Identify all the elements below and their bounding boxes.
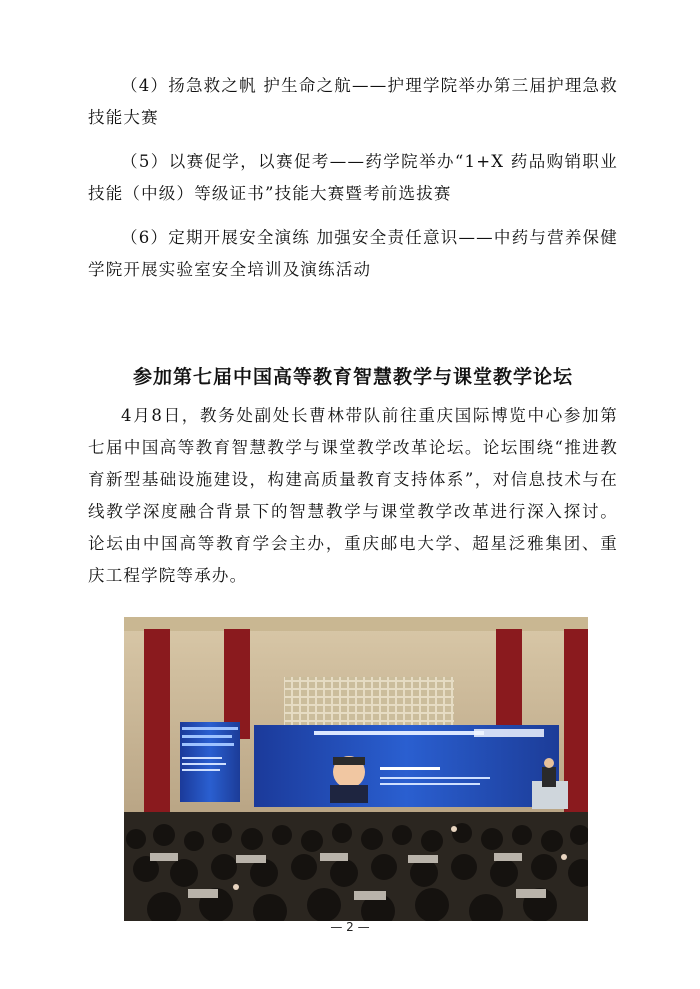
list-item: （4）扬急救之帆 护生命之航——护理学院举办第三届护理急救技能大赛 xyxy=(88,76,618,127)
section-title: 参加第七届中国高等教育智慧教学与课堂教学论坛 xyxy=(132,366,573,388)
section-body: 4月8日，教务处副处长曹林带队前往重庆国际博览中心参加第七届中国高等教育智慧教学与课堂教学改革论坛。论坛围绕“推进教育新型基础设施建设，构建高质量教育支持体系”，对信息技术与在线教学深度融合背景下的智慧教学与课堂教学改革进行深入探讨。论坛由中国高等教育学会主办，重庆邮电大学、超星泛雅集团、重庆工程学院等承办。 xyxy=(88,406,618,585)
list-item: （6）定期开展安全演练 加强安全责任意识——中药与营养保健学院开展实验室安全培训及演练活动 xyxy=(88,228,618,279)
page-number: — 2 — xyxy=(330,920,370,934)
list-item: （5）以赛促学，以赛促考——药学院举办“1+X 药品购销职业技能（中级）等级证书”技能大赛暨考前选拔赛 xyxy=(88,152,618,203)
forum-photo xyxy=(124,617,588,921)
